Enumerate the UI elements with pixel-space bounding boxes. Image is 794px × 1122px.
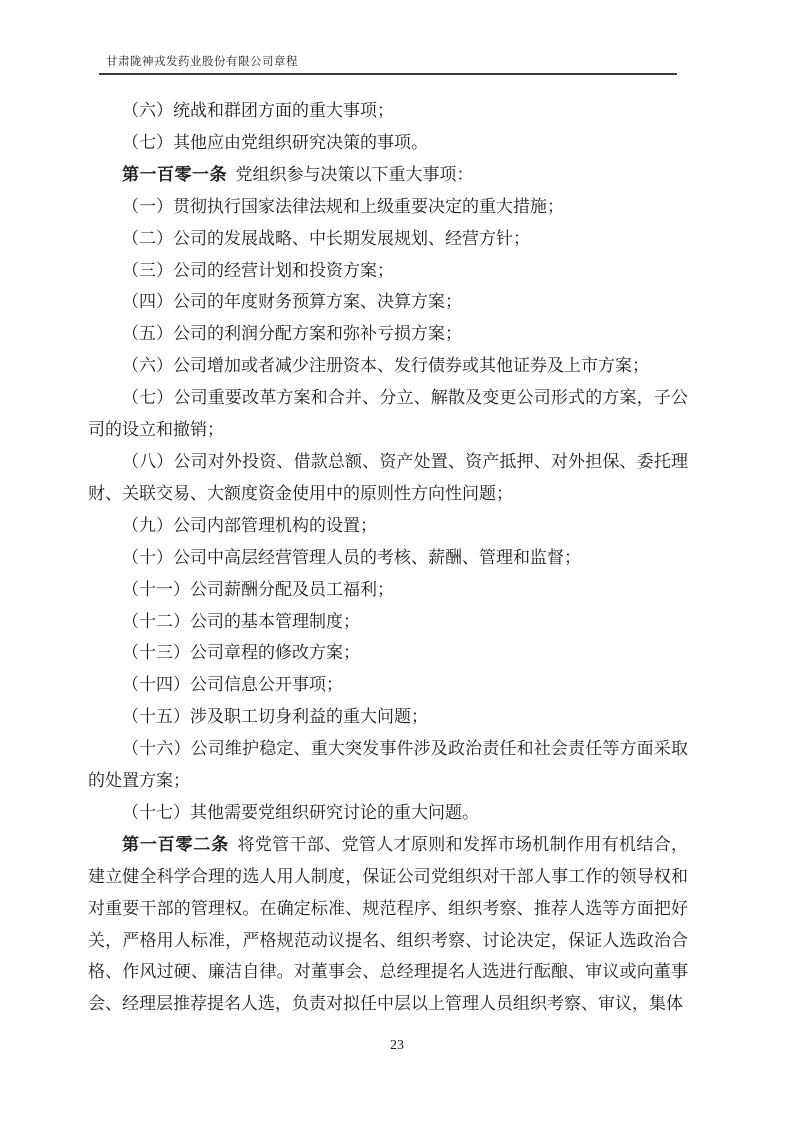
paragraph-text: （六）公司增加或者减少注册资本、发行债券或其他证券及上市方案； [122,356,649,376]
document-body [88,95,688,1020]
paragraph-text: （七）其他应由党组织研究决策的事项。 [122,132,428,152]
paragraph-text: （一）贯彻执行国家法律法规和上级重要决定的重大措施； [122,196,564,216]
paragraph [88,829,688,1020]
paragraph-text: （十二）公司的基本管理制度； [122,611,360,631]
paragraph [88,797,688,829]
paragraph-text: （三）公司的经营计划和投资方案； [122,260,394,280]
paragraph [88,350,688,382]
paragraph [88,127,688,159]
paragraph-text: （七）公司重要改革方案和合并、分立、解散及变更公司形式的方案，子公司的设立和撤销； [88,388,688,440]
paragraph [88,382,688,446]
paragraph [88,701,688,733]
paragraph-text: （六）统战和群团方面的重大事项； [122,101,394,120]
paragraph [88,733,688,797]
paragraph [88,318,688,350]
page-header [99,53,677,75]
page-footer [0,1038,794,1054]
paragraph-text: （十六）公司维护稳定、重大突发事件涉及政治责任和社会责任等方面采取的处置方案； [88,739,688,791]
paragraph-text: （二）公司的发展战略、中长期发展规划、经营方针； [122,228,530,248]
paragraph [88,637,688,669]
paragraph-text: （十）公司中高层经营管理人员的考核、薪酬、管理和监督； [122,547,581,567]
paragraph [88,286,688,318]
paragraph [88,223,688,255]
paragraph [88,255,688,287]
paragraph-text: （五）公司的利润分配方案和弥补亏损方案； [122,324,462,344]
paragraph [88,574,688,606]
paragraph [88,510,688,542]
paragraph-text: （十三）公司章程的修改方案； [122,643,360,663]
article-number: 第一百零二条 [122,834,230,854]
paragraph-text: （十七）其他需要党组织研究讨论的重大问题。 [122,802,479,822]
paragraph [88,191,688,223]
paragraph [88,669,688,701]
paragraph-text: （九）公司内部管理机构的设置； [122,515,377,535]
header-title: 甘肃陇神戎发药业股份有限公司章程 [106,56,298,68]
paragraph [88,95,688,127]
paragraph-text: 将党管干部、党管人才原则和发挥市场机制作用有机结合，建立健全科学合理的选人用人制度，保证公司党组织对干部人事工作的领导权和对重要干部的管理权。在确定标准、规范程序、组织考察、推荐人选等方面把好关，严格用人标准，严格规范动议提名、组织考察、讨论决定，保证人选政治合格、作风过硬、廉洁自律。对董事会、总经理提名人选进行酝酿、审议或向董事会、经理层推荐提名人选，负责对拟任中层以上管理人员组织考察、审议，集体 [88,834,689,1014]
page-number: 23 [390,1038,404,1053]
paragraph-text: （十四）公司信息公开事项； [122,675,343,695]
paragraph [88,159,688,191]
article-number: 第一百零一条 [122,164,227,184]
paragraph-text: 党组织参与决策以下重大事项： [235,164,474,184]
paragraph-text: （十五）涉及职工切身利益的重大问题； [122,707,428,727]
paragraph-text: （十一）公司薪酬分配及员工福利； [122,579,394,599]
paragraph [88,606,688,638]
paragraph [88,446,688,510]
paragraph [88,542,688,574]
paragraph-text: （四）公司的年度财务预算方案、决算方案； [122,292,462,312]
paragraph-text: （八）公司对外投资、借款总额、资产处置、资产抵押、对外担保、委托理财、关联交易、大额度资金使用中的原则性方向性问题； [88,451,688,503]
